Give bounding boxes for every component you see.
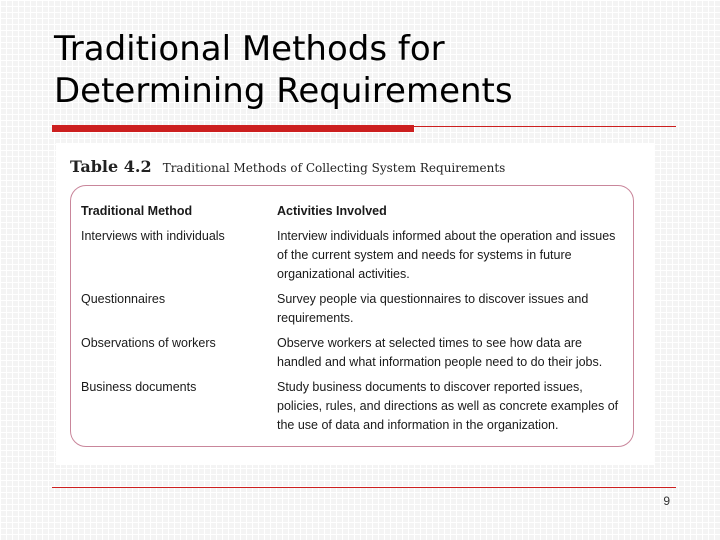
row-4-activity: Study business documents to discover reported issues, policies, rules, and directions as well as concrete examples of the use of data and information in the organization. xyxy=(277,380,619,432)
table-caption xyxy=(70,157,505,176)
row-2-activity: Survey people via questionnaires to discover issues and requirements. xyxy=(277,292,589,325)
column-header-method: Traditional Method xyxy=(81,204,193,218)
title-underline-thick xyxy=(52,125,414,132)
slide-title-line-2: Determining Requirements xyxy=(54,71,513,111)
footer-rule xyxy=(52,487,676,488)
row-1-method: Interviews with individuals xyxy=(81,229,225,243)
table-caption-text: Traditional Methods of Collecting System Requirements xyxy=(162,161,506,175)
row-2-method: Questionnaires xyxy=(81,292,166,306)
title-underline-thin xyxy=(414,126,676,127)
slide-title xyxy=(54,28,513,112)
row-4-method: Business documents xyxy=(81,380,197,394)
row-3-activity: Observe workers at selected times to see how data are handled and what information people need to do their jobs. xyxy=(277,336,603,369)
column-header-activities: Activities Involved xyxy=(277,204,387,218)
table-figure xyxy=(56,143,654,465)
requirements-table xyxy=(70,185,634,447)
row-1-activity: Interview individuals informed about the operation and issues of the current system and needs for systems in future organizational activities. xyxy=(277,229,616,281)
table-caption-number: Table 4.2 xyxy=(70,157,152,176)
page-number: 9 xyxy=(663,494,670,508)
slide-title-line-1: Traditional Methods for xyxy=(54,29,445,69)
row-3-method: Observations of workers xyxy=(81,336,216,350)
